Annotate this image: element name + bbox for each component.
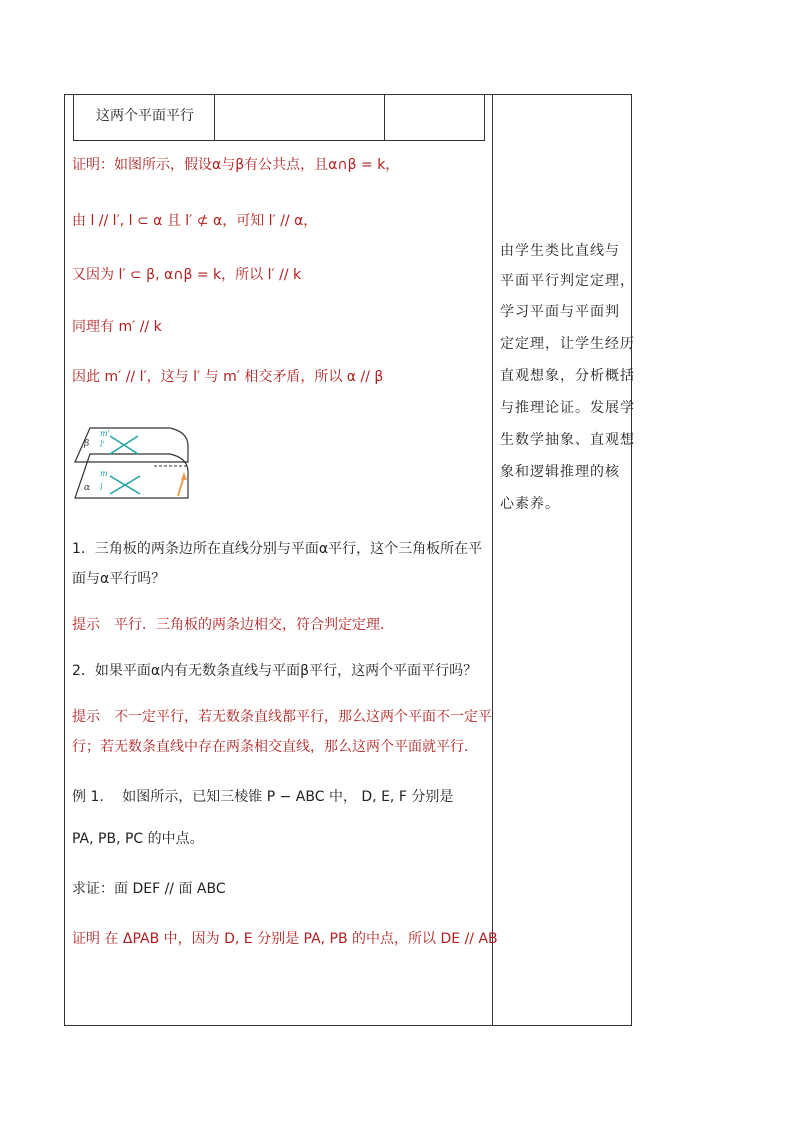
label-l-prime: l'	[100, 440, 105, 449]
label-m: m	[100, 469, 108, 478]
sidebar-line: 定定理，让学生经历	[500, 336, 635, 352]
label-alpha: α	[84, 483, 91, 493]
sidebar-line: 学习平面与平面判	[500, 304, 620, 320]
label-l: l	[100, 483, 103, 492]
inner-cell-divider	[214, 95, 215, 140]
sidebar-line: 象和逻辑推理的核	[500, 464, 620, 480]
label-beta: β	[84, 439, 90, 449]
example-line-1: 例 1. 如图所示，已知三棱锥 P − ABC 中， D, E, F 分别是	[72, 789, 454, 805]
prove-statement: 求证：面 DEF // 面 ABC	[72, 881, 226, 897]
answer-2-line-2: 行；若无数条直线中存在两条相交直线，那么这两个平面就平行．	[72, 739, 478, 755]
column-divider	[492, 95, 493, 1025]
question-1-line-2: 面与α平行吗？	[72, 571, 166, 587]
label-m-prime: m'	[100, 429, 110, 438]
answer-1: 提示 平行．三角板的两条边相交，符合判定定理．	[72, 617, 394, 633]
proof-line-5: 因此 m′ // l′，这与 l′ 与 m′ 相交矛盾，所以 α // β	[72, 369, 384, 385]
sidebar-line: 与推理论证。发展学	[500, 400, 635, 416]
answer-2-line-1: 提示 不一定平行，若无数条直线都平行，那么这两个平面不一定平	[72, 709, 492, 725]
parallel-planes-figure	[70, 424, 195, 502]
question-1-line-1: 1．三角板的两条边所在直线分别与平面α平行，这个三角板所在平	[72, 541, 483, 557]
sidebar-line: 心素养。	[500, 496, 560, 512]
example-line-2: PA, PB, PC 的中点。	[72, 831, 204, 847]
proof-line-3: 又因为 l′ ⊂ β, α∩β = k，所以 l′ // k	[72, 267, 302, 283]
proof-2-line: 证明 在 ΔPAB 中，因为 D, E 分别是 PA, PB 的中点，所以 DE // AB	[72, 931, 498, 947]
table-cell-text: 这两个平面平行	[96, 108, 194, 124]
sidebar-line: 平面平行判定定理，	[500, 273, 635, 289]
sidebar-line: 直观想象，分析概括	[500, 368, 635, 384]
inner-cell-divider	[384, 95, 385, 140]
question-2: 2．如果平面α内有无数条直线与平面β平行，这两个平面平行吗？	[72, 663, 478, 679]
sidebar-line: 生数学抽象、直观想	[500, 432, 635, 448]
inner-table	[73, 95, 485, 141]
proof-line-2: 由 l // l′, l ⊂ α 且 l′ ⊄ α，可知 l′ // α，	[72, 213, 318, 229]
proof-line-4: 同理有 m′ // k	[72, 319, 162, 335]
sidebar-line: 由学生类比直线与	[500, 243, 620, 259]
proof-line-1: 证明：如图所示，假设α与β有公共点，且α∩β = k，	[72, 157, 400, 173]
